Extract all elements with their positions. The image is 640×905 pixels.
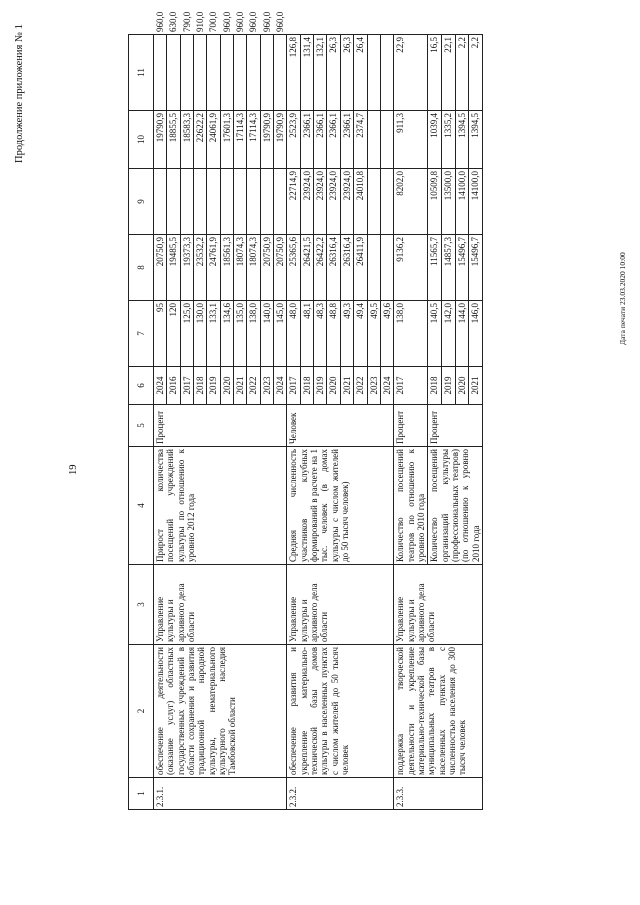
total-funding-cell: 20750,9	[154, 235, 167, 301]
regional-funding-cell: 18583,3	[180, 111, 193, 169]
total-funding-cell: 26411,9	[354, 235, 367, 301]
target-value-cell: 49,5	[367, 301, 380, 367]
unit: Человек	[287, 405, 394, 447]
executor: Управление культуры и архивного дела области	[154, 565, 287, 645]
table-row: 2019 133,1 24761,9 24061,9 700,0	[207, 35, 220, 810]
local-funding-cell: 132,1	[314, 35, 327, 111]
target-value-cell: 48,0	[287, 301, 300, 367]
total-funding-cell: 20750,9	[260, 235, 273, 301]
year-cell: 2024	[274, 367, 287, 405]
total-funding-cell: 20750,9	[274, 235, 287, 301]
col-num: 4	[129, 447, 154, 565]
local-funding-cell: 126,8	[287, 35, 300, 111]
total-funding-cell: 15496,7	[469, 235, 483, 301]
year-cell: 2020	[327, 367, 340, 405]
page-number: 19	[68, 464, 79, 475]
total-funding-cell	[380, 235, 393, 301]
total-funding-cell	[367, 235, 380, 301]
target-value-cell: 146,0	[469, 301, 483, 367]
local-funding-cell: 131,4	[300, 35, 313, 111]
table-row: 2024 145,0 20750,9 19790,9 960,0	[274, 35, 287, 810]
executor: Управление культуры и архивного дела области	[394, 565, 483, 645]
table-row: 2021 135,0 18074,3 17114,3 960,0	[234, 35, 247, 810]
federal-funding-cell	[167, 169, 180, 235]
local-funding-cell	[274, 35, 287, 111]
table-row	[394, 35, 428, 810]
federal-funding-cell: 23924,0	[340, 169, 353, 235]
item-number: 2.3.2.	[287, 778, 394, 810]
regional-funding-cell: 24061,9	[207, 111, 220, 169]
federal-funding-cell	[247, 169, 260, 235]
year-cell: 2018	[428, 367, 442, 405]
local-funding-cell: 26,3	[340, 35, 353, 111]
local-funding-cell	[154, 35, 167, 111]
year-cell: 2019	[441, 367, 455, 405]
local-funding-cell: 22,9	[394, 35, 428, 111]
local-funding-cell: 26,4	[354, 35, 367, 111]
regional-funding-cell: 19790,9	[274, 111, 287, 169]
year-cell: 2018	[194, 367, 207, 405]
federal-funding-cell: 24010,8	[354, 169, 367, 235]
total-funding-cell: 15496,7	[455, 235, 469, 301]
target-value-cell: 138,0	[394, 301, 428, 367]
regional-funding-cell: 19790,9	[260, 111, 273, 169]
table-row: 2.3.1. обеспечение деятельности (оказание услуг) областных государственных учреждений в области сохранения и развития традиционной народной культуры, нематериального культурного наследия Тамбовской области Управление культуры и архивного дела области Прирост количества посещений учреждений культуры по отношению к уровню 2012 года Процент 2024 95 20750,9 19790,9 960,0	[154, 35, 167, 810]
local-funding-cell: 22,1	[441, 35, 455, 111]
local-funding-cell	[234, 35, 247, 111]
target-value-cell: 49,6	[380, 301, 393, 367]
federal-funding-cell	[380, 169, 393, 235]
local-funding-cell	[220, 35, 233, 111]
col-num: 9	[129, 169, 154, 235]
federal-funding-cell: 10509,8	[428, 169, 442, 235]
target-value-cell: 135,0	[234, 301, 247, 367]
total-funding-cell: 19373,3	[180, 235, 193, 301]
local-funding-cell	[367, 35, 380, 111]
federal-funding-cell	[220, 169, 233, 235]
year-cell: 2024	[154, 367, 167, 405]
year-cell: 2023	[367, 367, 380, 405]
year-cell: 2024	[380, 367, 393, 405]
local-funding-cell: 16,5	[428, 35, 442, 111]
target-value-cell: 49,3	[340, 301, 353, 367]
regional-funding-cell: 2366,1	[327, 111, 340, 169]
regional-funding-cell: 2523,9	[287, 111, 300, 169]
federal-funding-cell	[260, 169, 273, 235]
federal-funding-cell: 23924,0	[300, 169, 313, 235]
target-value-cell: 138,0	[247, 301, 260, 367]
regional-funding-cell	[367, 111, 380, 169]
total-funding-cell: 26316,4	[340, 235, 353, 301]
year-cell: 2022	[247, 367, 260, 405]
target-value-cell: 48,1	[300, 301, 313, 367]
local-funding-cell	[380, 35, 393, 111]
year-cell: 2017	[180, 367, 193, 405]
federal-funding-cell: 23924,0	[314, 169, 327, 235]
col-num: 8	[129, 235, 154, 301]
regional-funding-cell: 19790,9	[154, 111, 167, 169]
local-funding-cell: 2,2	[469, 35, 483, 111]
target-value-cell: 145,0	[274, 301, 287, 367]
regional-funding-cell: 1335,2	[441, 111, 455, 169]
event-description: поддержка творческой деятельности и укрепление материально-технической базы муниципальных театров в населенных пунктах с численностью населения до 300 тысяч человек	[394, 645, 483, 778]
table-row: 2016 120 19485,5 18855,5 630,0	[167, 35, 180, 810]
target-value-cell: 140,5	[428, 301, 442, 367]
local-funding-cell: 26,3	[327, 35, 340, 111]
total-funding-cell: 26316,4	[327, 235, 340, 301]
regional-funding-cell: 18855,5	[167, 111, 180, 169]
target-value-cell: 95	[154, 301, 167, 367]
target-value-cell: 134,6	[220, 301, 233, 367]
col-num: 3	[129, 565, 154, 645]
regional-funding-cell: 911,3	[394, 111, 428, 169]
col-num: 5	[129, 405, 154, 447]
year-cell: 2021	[234, 367, 247, 405]
local-funding-cell: 2,2	[455, 35, 469, 111]
year-cell: 2016	[167, 367, 180, 405]
indicator-name: Количество посещений театров по отношению к уровню 2010 года	[394, 447, 428, 565]
year-cell: 2019	[207, 367, 220, 405]
col-num: 1	[129, 778, 154, 810]
regional-funding-cell	[380, 111, 393, 169]
program-table	[128, 11, 483, 810]
federal-funding-cell: 8202,0	[394, 169, 428, 235]
indicator-name: Прирост количества посещений учреждений культуры по отношению к уровню 2012 года	[154, 447, 287, 565]
federal-funding-cell	[154, 169, 167, 235]
year-cell: 2021	[340, 367, 353, 405]
column-number-row	[129, 35, 154, 810]
item-number: 2.3.1.	[154, 778, 287, 810]
total-funding-cell: 18561,3	[220, 235, 233, 301]
target-value-cell: 125,0	[180, 301, 193, 367]
continuation-note: Продолжение приложения № 1	[14, 24, 25, 163]
federal-funding-cell	[207, 169, 220, 235]
total-funding-cell: 18074,3	[234, 235, 247, 301]
unit: Процент	[394, 405, 428, 447]
table-row: 2020 134,6 18561,3 17601,3 960,0	[220, 35, 233, 810]
regional-funding-cell: 2366,1	[300, 111, 313, 169]
table-row	[287, 35, 300, 810]
col-num: 10	[129, 111, 154, 169]
regional-funding-cell: 1394,5	[469, 111, 483, 169]
regional-funding-cell: 17114,3	[247, 111, 260, 169]
unit: Процент	[428, 405, 483, 447]
regional-funding-cell: 17114,3	[234, 111, 247, 169]
federal-funding-cell: 23924,0	[327, 169, 340, 235]
local-funding-cell	[260, 35, 273, 111]
indicator-name: Количество посещений организаций культуры (профессиональных театров) (по отношению к уровню 2010 года	[428, 447, 483, 565]
total-funding-cell: 26421,5	[300, 235, 313, 301]
federal-funding-cell	[367, 169, 380, 235]
target-value-cell: 140,0	[260, 301, 273, 367]
year-cell: 2018	[300, 367, 313, 405]
unit: Процент	[154, 405, 287, 447]
year-cell: 2020	[220, 367, 233, 405]
event-description: обеспечение развития и укрепление материально-технической базы домов культуры в населенных пунктах с числом жителей до 50 тысяч человек	[287, 645, 394, 778]
regional-funding-cell: 2374,7	[354, 111, 367, 169]
table-row: 2022 138,0 18074,3 17114,3 960,0	[247, 35, 260, 810]
target-value-cell: 130,0	[194, 301, 207, 367]
print-date: Дата печати 23.03.2020 10:00	[618, 252, 627, 345]
table-row: 2018 130,0 23532,2 22622,2 910,0	[194, 35, 207, 810]
total-funding-cell: 24761,9	[207, 235, 220, 301]
col-num: 11	[129, 35, 154, 111]
year-cell: 2023	[260, 367, 273, 405]
total-funding-cell: 11565,7	[428, 235, 442, 301]
executor: Управление культуры и архивного дела области	[287, 565, 394, 645]
federal-funding-cell: 14100,0	[455, 169, 469, 235]
col-num: 2	[129, 645, 154, 778]
table-row: 2023 140,0 20750,9 19790,9 960,0	[260, 35, 273, 810]
federal-funding-cell	[194, 169, 207, 235]
year-cell: 2017	[394, 367, 428, 405]
col-num: 7	[129, 301, 154, 367]
target-value-cell: 144,0	[455, 301, 469, 367]
local-funding-cell	[167, 35, 180, 111]
total-funding-cell: 23532,2	[194, 235, 207, 301]
total-funding-cell: 18074,3	[247, 235, 260, 301]
total-funding-cell: 25365,6	[287, 235, 300, 301]
col-num: 6	[129, 367, 154, 405]
regional-funding-cell: 2366,1	[314, 111, 327, 169]
target-value-cell: 48,3	[314, 301, 327, 367]
federal-funding-cell: 22714,9	[287, 169, 300, 235]
federal-funding-cell: 13500,0	[441, 169, 455, 235]
event-description: обеспечение деятельности (оказание услуг) областных государственных учреждений в области сохранения и развития традиционной народной культуры, нематериального культурного наследия Тамбовской области	[154, 645, 287, 778]
target-value-cell: 133,1	[207, 301, 220, 367]
target-value-cell: 49,4	[354, 301, 367, 367]
local-funding-cell	[247, 35, 260, 111]
year-cell: 2017	[287, 367, 300, 405]
federal-funding-cell	[234, 169, 247, 235]
total-funding-cell: 9136,2	[394, 235, 428, 301]
regional-funding-cell: 2366,1	[340, 111, 353, 169]
federal-funding-cell	[180, 169, 193, 235]
year-cell: 2021	[469, 367, 483, 405]
regional-funding-cell: 1394,5	[455, 111, 469, 169]
year-cell: 2019	[314, 367, 327, 405]
regional-funding-cell: 22622,2	[194, 111, 207, 169]
year-cell: 2022	[354, 367, 367, 405]
local-funding-cell	[207, 35, 220, 111]
indicator-name: Средняя численность участников клубных формирований в расчете на 1 тыс. человек (в домах культуры с числом жителей до 50 тысяч человек)	[287, 447, 394, 565]
local-funding-cell	[180, 35, 193, 111]
total-funding-cell: 26422,2	[314, 235, 327, 301]
year-cell: 2020	[455, 367, 469, 405]
total-funding-cell: 14857,3	[441, 235, 455, 301]
table-row: 2017 125,0 19373,3 18583,3 790,0	[180, 35, 193, 810]
target-value-cell: 142,0	[441, 301, 455, 367]
federal-funding-cell: 14100,0	[469, 169, 483, 235]
item-number: 2.3.3.	[394, 778, 483, 810]
target-value-cell: 48,8	[327, 301, 340, 367]
regional-funding-cell: 1039,4	[428, 111, 442, 169]
target-value-cell: 120	[167, 301, 180, 367]
local-funding-cell	[194, 35, 207, 111]
total-funding-cell: 19485,5	[167, 235, 180, 301]
federal-funding-cell	[274, 169, 287, 235]
regional-funding-cell: 17601,3	[220, 111, 233, 169]
